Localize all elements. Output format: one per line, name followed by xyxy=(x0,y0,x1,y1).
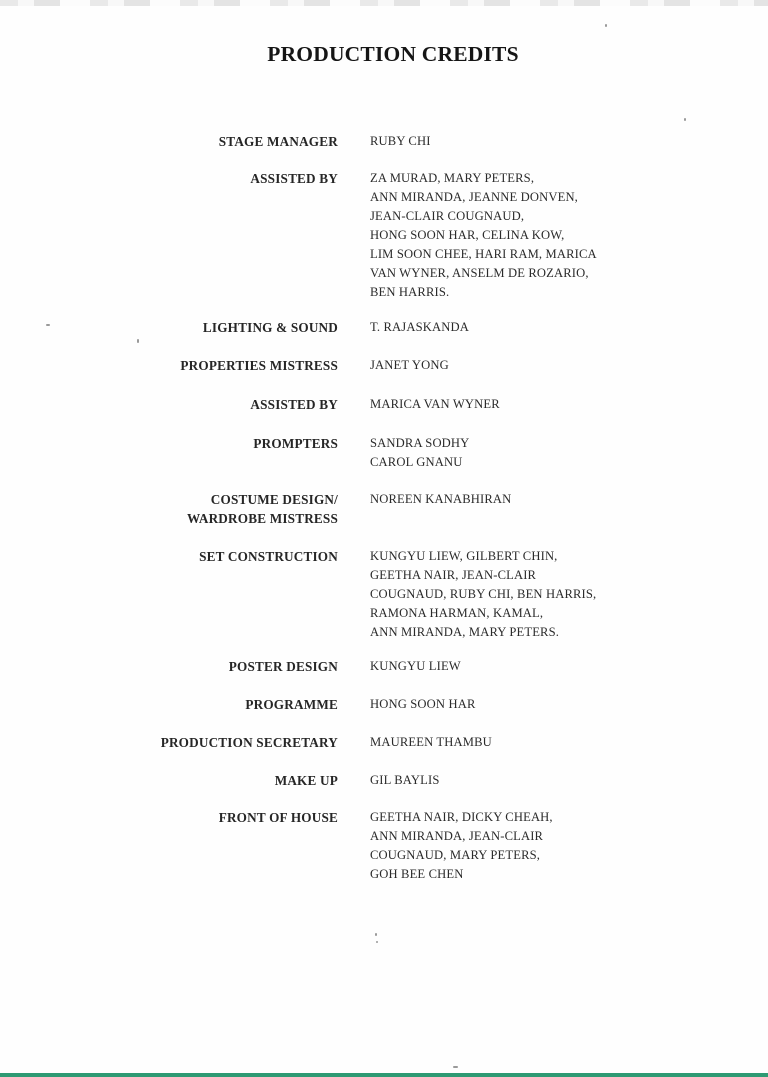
credit-name-line: ANN MIRANDA, JEAN-CLAIR xyxy=(370,829,544,843)
credit-role: COSTUME DESIGN/ WARDROBE MISTRESS xyxy=(186,492,338,526)
credit-names xyxy=(370,169,690,302)
credit-name-line: SANDRA SODHY xyxy=(370,436,470,450)
page-title: PRODUCTION CREDITS xyxy=(267,42,519,66)
credit-name-line: ANN MIRANDA, JEANNE DONVEN, xyxy=(370,190,578,204)
credit-role: LIGHTING & SOUND xyxy=(202,320,338,335)
credit-name-line: GEETHA NAIR, JEAN-CLAIR xyxy=(370,568,537,582)
credit-name-line: HONG SOON HAR, CELINA KOW, xyxy=(370,228,565,242)
credit-name-line: CAROL GNANU xyxy=(370,455,463,469)
credit-name-line: RAMONA HARMAN, KAMAL, xyxy=(370,606,544,620)
credit-role: STAGE MANAGER xyxy=(218,134,338,149)
credit-role: ASSISTED BY xyxy=(250,397,338,412)
credit-names xyxy=(370,808,690,884)
credit-name-line: GOH BEE CHEN xyxy=(370,867,464,881)
credit-names xyxy=(370,434,690,472)
credit-name-line: GEETHA NAIR, DICKY CHEAH, xyxy=(370,810,553,824)
credit-names xyxy=(370,490,690,509)
credit-names xyxy=(370,695,690,714)
credit-role: POSTER DESIGN xyxy=(228,659,338,674)
credit-name-line: KUNGYU LIEW xyxy=(370,659,461,673)
scan-speck xyxy=(376,941,378,943)
scan-speck xyxy=(453,1066,458,1068)
credit-name-line: MARICA VAN WYNER xyxy=(370,397,500,411)
credit-name-line: ANN MIRANDA, MARY PETERS. xyxy=(370,625,560,639)
credit-name-line: NOREEN KANABHIRAN xyxy=(370,492,512,506)
scan-edge-bottom xyxy=(0,1073,768,1077)
credit-role: FRONT OF HOUSE xyxy=(218,810,338,825)
credit-name-line: MAUREEN THAMBU xyxy=(370,735,492,749)
credit-names xyxy=(370,733,690,752)
credit-name-line: JANET YONG xyxy=(370,358,449,372)
scan-speck xyxy=(46,324,50,326)
credit-name-line: HONG SOON HAR xyxy=(370,697,476,711)
credit-name-line: COUGNAUD, MARY PETERS, xyxy=(370,848,541,862)
credit-role: PROGRAMME xyxy=(245,697,338,712)
credit-names xyxy=(370,771,690,790)
credit-names xyxy=(370,395,690,414)
credit-role: PROMPTERS xyxy=(253,436,338,451)
scan-speck xyxy=(684,118,686,121)
credit-name-line: JEAN-CLAIR COUGNAUD, xyxy=(370,209,525,223)
credit-role: PROPERTIES MISTRESS xyxy=(180,358,338,373)
credit-role: MAKE UP xyxy=(274,773,338,788)
credit-name-line: ZA MURAD, MARY PETERS, xyxy=(370,171,535,185)
credit-names xyxy=(370,318,690,337)
credit-name-line: LIM SOON CHEE, HARI RAM, MARICA xyxy=(370,247,597,261)
credit-name-line: COUGNAUD, RUBY CHI, BEN HARRIS, xyxy=(370,587,597,601)
credit-role: SET CONSTRUCTION xyxy=(199,549,338,564)
credit-names xyxy=(370,356,690,375)
scan-speck xyxy=(605,24,607,27)
credit-names xyxy=(370,132,690,151)
credit-name-line: GIL BAYLIS xyxy=(370,773,440,787)
credit-role: ASSISTED BY xyxy=(250,171,338,186)
credit-name-line: T. RAJASKANDA xyxy=(370,320,469,334)
credit-names xyxy=(370,547,690,642)
scan-edge-top xyxy=(0,0,768,6)
scan-speck xyxy=(375,933,377,936)
credit-names xyxy=(370,657,690,676)
credit-name-line: VAN WYNER, ANSELM DE ROZARIO, xyxy=(370,266,589,280)
credit-name-line: KUNGYU LIEW, GILBERT CHIN, xyxy=(370,549,558,563)
credit-role: PRODUCTION SECRETARY xyxy=(160,735,338,750)
credit-name-line: BEN HARRIS. xyxy=(370,285,450,299)
scan-speck xyxy=(137,339,139,343)
credit-name-line: RUBY CHI xyxy=(370,134,431,148)
